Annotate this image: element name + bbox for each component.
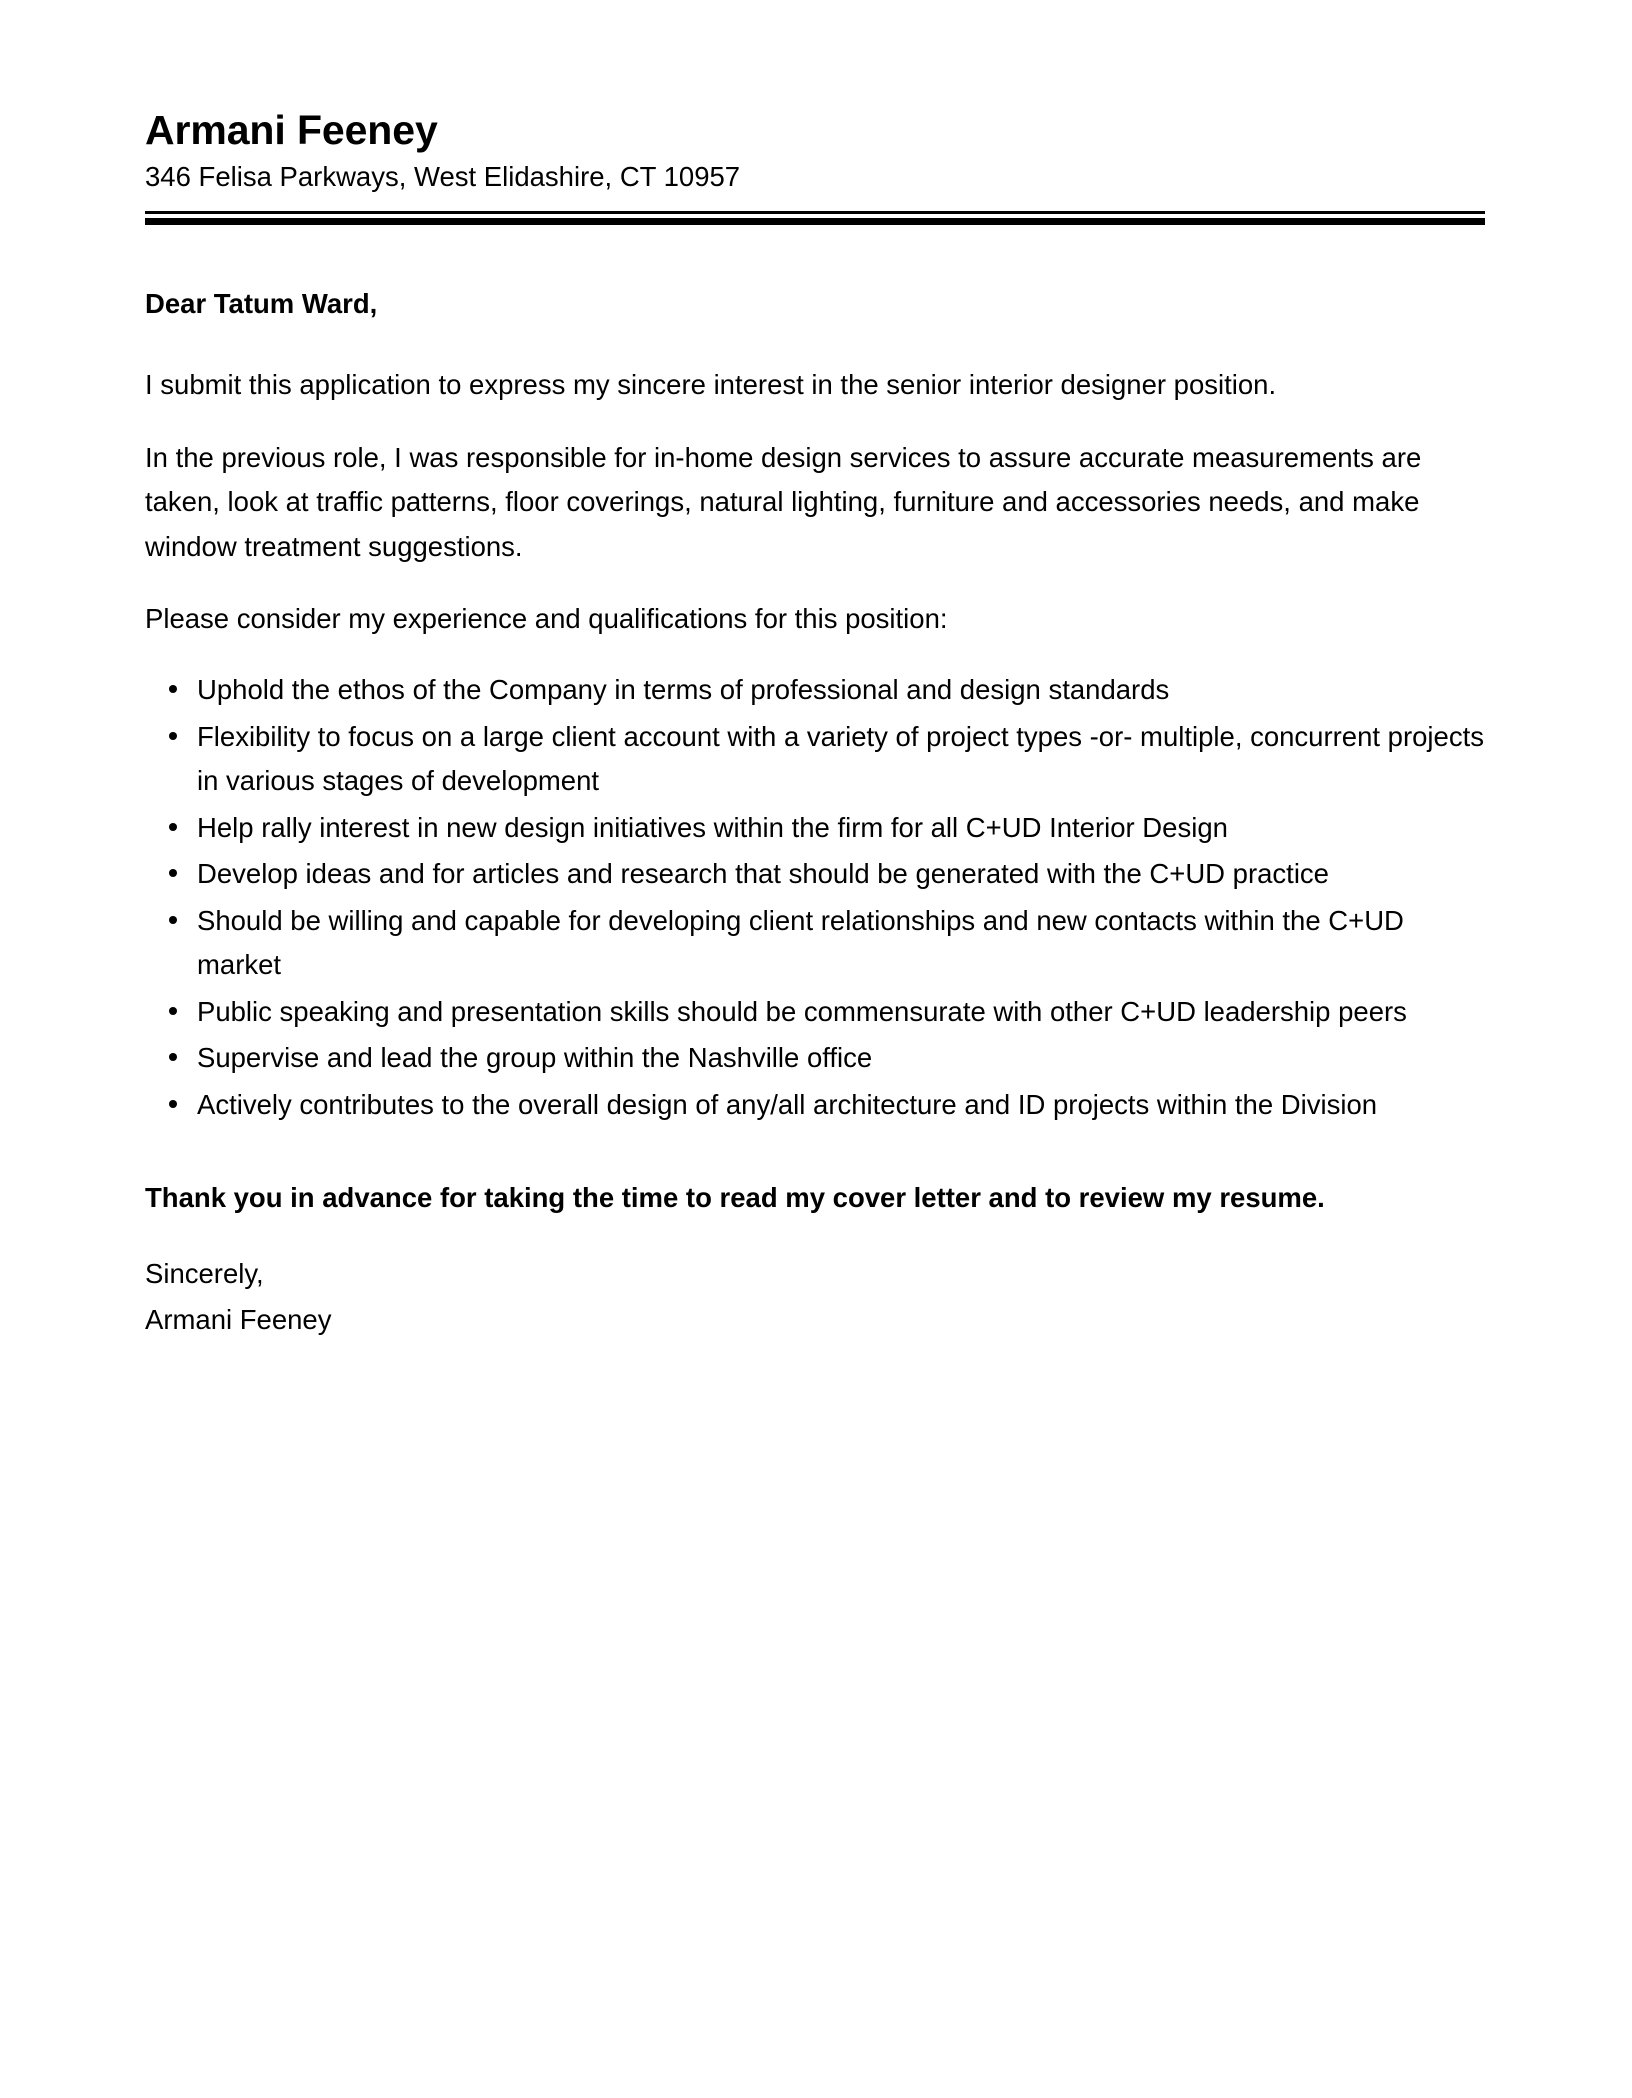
bullet-dot-icon: [169, 916, 177, 924]
list-item-label: Actively contributes to the overall design of any/all architecture and ID projects within the Division: [197, 1088, 1378, 1120]
bullet-dot-icon: [169, 1100, 177, 1108]
list-item: [145, 668, 1487, 713]
list-item: [145, 899, 1487, 988]
signature-name: Armani Feeney: [145, 1303, 332, 1335]
list-item: [145, 852, 1487, 897]
signoff-text: Sincerely,: [145, 1257, 264, 1289]
letter-content: [145, 100, 1487, 1340]
body-paragraph-2: In the previous role, I was responsible for in-home design services to assure accurate measurements are taken, look at traffic patterns, floor coverings, natural lighting, furniture and accessories needs, and make window treatment suggestions.: [145, 441, 1422, 562]
list-item-label: Help rally interest in new design initiatives within the firm for all C+UD Interior Design: [197, 811, 1228, 843]
bullet-dot-icon: [169, 1007, 177, 1015]
body-paragraph-1: I submit this application to express my sincere interest in the senior interior designer position.: [145, 369, 1277, 401]
closing-emphasis: Thank you in advance for taking the time to read my cover letter and to review my resume.: [145, 1182, 1325, 1214]
list-item: [145, 990, 1487, 1035]
list-item: [145, 715, 1487, 804]
list-item: [145, 1083, 1487, 1128]
salutation: Dear Tatum Ward,: [145, 287, 378, 319]
letter-body: [145, 287, 1487, 1340]
list-item-label: Develop ideas and for articles and research that should be generated with the C+UD practice: [197, 858, 1329, 890]
list-item-label: Flexibility to focus on a large client account with a variety of project types -or- multiple, concurrent projects in various stages of development: [197, 720, 1484, 797]
header-divider: [145, 211, 1485, 225]
list-item: [145, 1036, 1487, 1081]
list-item-label: Public speaking and presentation skills should be commensurate with other C+UD leadership peers: [197, 995, 1407, 1027]
signature-block: [145, 1254, 1487, 1340]
bullet-dot-icon: [169, 685, 177, 693]
list-item-label: Uphold the ethos of the Company in terms of professional and design standards: [197, 674, 1170, 706]
sender-name: Armani Feeney: [145, 107, 438, 153]
qualifications-list: [145, 668, 1487, 1127]
qualifications-lead-in: Please consider my experience and qualifications for this position:: [145, 603, 948, 635]
bullet-dot-icon: [169, 869, 177, 877]
letterhead: [145, 100, 1487, 193]
bullet-dot-icon: [169, 823, 177, 831]
bullet-dot-icon: [169, 1053, 177, 1061]
divider-thick-rule: [145, 218, 1485, 225]
list-item-label: Should be willing and capable for developing client relationships and new contacts within the C+UD market: [197, 904, 1404, 981]
bullet-dot-icon: [169, 732, 177, 740]
sender-address: 346 Felisa Parkways, West Elidashire, CT 10957: [145, 160, 741, 192]
list-item: [145, 806, 1487, 851]
list-item-label: Supervise and lead the group within the Nashville office: [197, 1042, 873, 1074]
